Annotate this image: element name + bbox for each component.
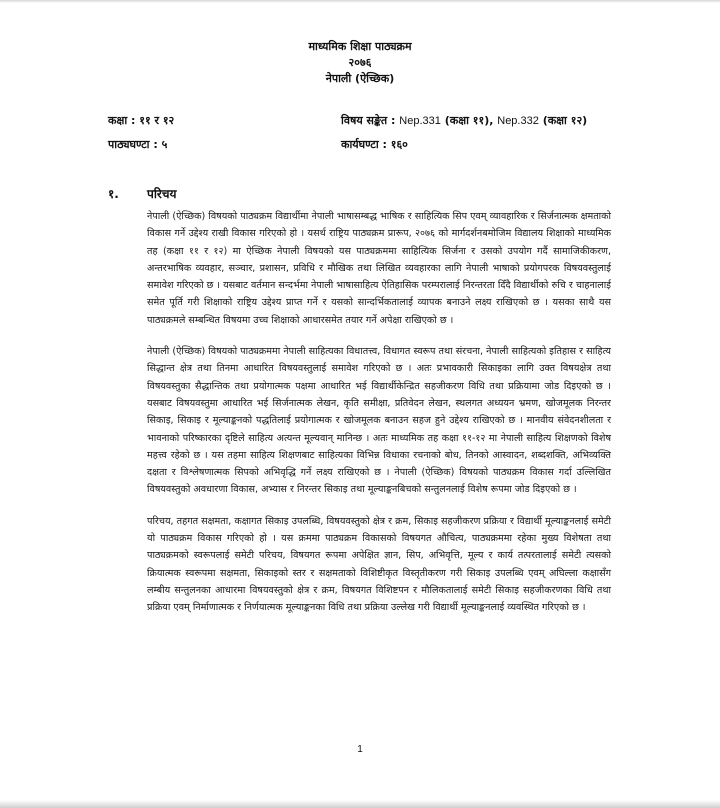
document-title: माध्यमिक शिक्षा पाठ्यक्रम xyxy=(308,40,412,53)
subject-code-2: Nep.332 xyxy=(497,115,539,127)
subject-code-label: विषय सङ्केत : xyxy=(341,114,396,127)
paragraph-2: नेपाली (ऐच्छिक) विषयको पाठ्यक्रममा नेपाली साहित्यका विधातत्त्व, विधागत स्वरूप तथा संरचना, नेपाली साहित्यको इतिहास र साहित्य सिद्धान्त क्षेत्र तथा तिनमा आधारित विषयवस्तुलाई समावेश गरिएको छ । अतः प्रभावकारी सिकाइका लागि उक्त विषयक्षेत्र तथा विषयवस्तुका सैद्धान्तिक तथा प्रयोगात्मक पक्षमा आधारित भई विद्यार्थीकेन्द्रित सहजीकरण विधि तथा प्रक्रियामा जोड दिइएको छ । यसबाट विषयवस्तुमा आधारित भई सिर्जनात्मक लेखन, कृति समीक्षा, प्रतिवेदन लेखन, स्थलगत अध्ययन भ्रमण, खोजमूलक निरन्तर सिकाइ, सिकाइ र मूल्याङ्कनको पद्धतिलाई प्रयोगात्मक र खोजमूलक बनाउन सहज हुने उद्देश्य राखिएको छ । मानवीय संवेदनशीलता र भावनाको परिष्कारका दृष्टिले साहित्य अत्यन्त मूल्यवान् मानिन्छ । अतः माध्यमिक तह कक्षा ११-१२ मा नेपाली साहित्य शिक्षणको विशेष महत्त्व रहेको छ । यस तहमा साहित्य शिक्षणबाट साहित्यका विभिन्न विधाका रचनाको बोध, तिनको आस्वादन, शब्दशक्ति, अभिव्यक्ति दक्षता र विश्लेषणात्मक सिपको अभिवृद्धि गर्ने लक्ष्य राखिएको छ । नेपाली (ऐच्छिक) विषयको पाठ्यक्रम विकास गर्दा उल्लिखित विषयवस्तुको अवधारणा विकास, अभ्यास र निरन्तर सिकाइ तथा मूल्याङ्कनबिचको सन्तुलनलाई विशेष रूपमा जोड दिइएको छ । xyxy=(147,346,611,496)
document-subject: नेपाली (ऐच्छिक) xyxy=(325,72,395,85)
paragraph-3: परिचय, तहगत सक्षमता, कक्षागत सिकाइ उपलब्धि, विषयवस्तुको क्षेत्र र क्रम, सिकाइ सहजीकरण प्रक्रिया र विद्यार्थी मूल्याङ्कनलाई समेटी यो पाठ्यक्रम विकास गरिएको हो । यस क्रममा पाठ्यक्रम विकासको विषयगत औचित्य, पाठ्यक्रममा रहेका मुख्य विशेषता तथा पाठ्यक्रमको स्वरूपलाई समेटी परिचय, विषयगत रूपमा अपेक्षित ज्ञान, सिप, अभिवृत्ति, मूल्य र कार्य तत्परतालाई समेटी त्यसको क्रियात्मक स्वरूपमा सक्षमता, सिकाइको स्तर र सक्षमताको विशिष्टीकृत विस्तृतीकरण गरी सिकाइ उपलब्धि एवम् अघिल्ला कक्षासँग लम्बीय सन्तुलनका आधारमा विषयवस्तुको क्षेत्र र क्रम, विषयगत विशिष्टपन र मौलिकतालाई समेटी सिकाइ सहजीकरणका विधि तथा प्रक्रिया एवम् निर्माणात्मक र निर्णयात्मक मूल्याङ्कनका विधि तथा प्रक्रिया उल्लेख गरी विद्यार्थी मूल्याङ्कनलाई व्यवस्थित गरिएको छ । xyxy=(147,515,611,614)
class-label: कक्षा : ११ र १२ xyxy=(108,114,175,127)
subject-code-1-class: (कक्षा ११), xyxy=(444,114,494,127)
document-year: २०७६ xyxy=(348,56,372,69)
page-bottom-shadow xyxy=(0,800,720,808)
subject-code xyxy=(341,113,587,128)
section-body xyxy=(147,208,611,631)
subject-code-1: Nep.331 xyxy=(399,115,441,127)
page-number: 1 xyxy=(357,744,363,755)
section-number: १. xyxy=(108,187,119,201)
document-header xyxy=(0,39,720,87)
subject-code-2-class: (कक्षा १२) xyxy=(542,114,588,127)
work-hours-label: कार्यघण्टा : १६० xyxy=(341,138,408,151)
credit-hours-label: पाठ्यघण्टा : ५ xyxy=(108,138,168,151)
section-title: परिचय xyxy=(147,187,177,201)
page-top-shadow xyxy=(0,0,720,3)
paragraph-1: नेपाली (ऐच्छिक) विषयको पाठ्यक्रम विद्यार्थीमा नेपाली भाषासम्बद्ध भाषिक र साहित्यिक सिप एवम् व्यावहारिक र सिर्जनात्मक क्षमताको विकास गर्ने उद्देश्य राखी विकास गरिएको हो । यसर्थ राष्ट्रिय पाठ्यक्रम प्रारूप, २०७६ को मार्गदर्शनबमोजिम विद्यालय शिक्षाको माध्यमिक तह (कक्षा ११ र १२) मा ऐच्छिक नेपाली विषयको यस पाठ्यक्रममा साहित्यिक सिर्जना र उसको उपयोग गर्दै सामाजिकीकरण, अन्तरभाषिक व्यवहार, सञ्चार, प्रशासन, प्रविधि र मौखिक तथा लिखित व्यवहारका लागि नेपाली भाषाको प्रयोगपरक विषयवस्तुलाई समावेश गरिएको छ । यसबाट वर्तमान सन्दर्भमा नेपाली भाषासाहित्य ऐतिहासिक परम्परालाई निरन्तरता दिँदै विद्यार्थीको रुचि र चाहनालाई समेत पूर्ति गरी शिक्षाको राष्ट्रिय उद्देश्य प्राप्त गर्ने र यसको सान्दर्भिकतालाई व्यापक बनाउने लक्ष्य राखिएको छ । यसका साथै यस पाठ्यक्रमले सम्बन्धित विषयमा उच्च शिक्षाको आधारसमेत तयार गर्ने अपेक्षा राखिएको छ । xyxy=(147,211,611,326)
